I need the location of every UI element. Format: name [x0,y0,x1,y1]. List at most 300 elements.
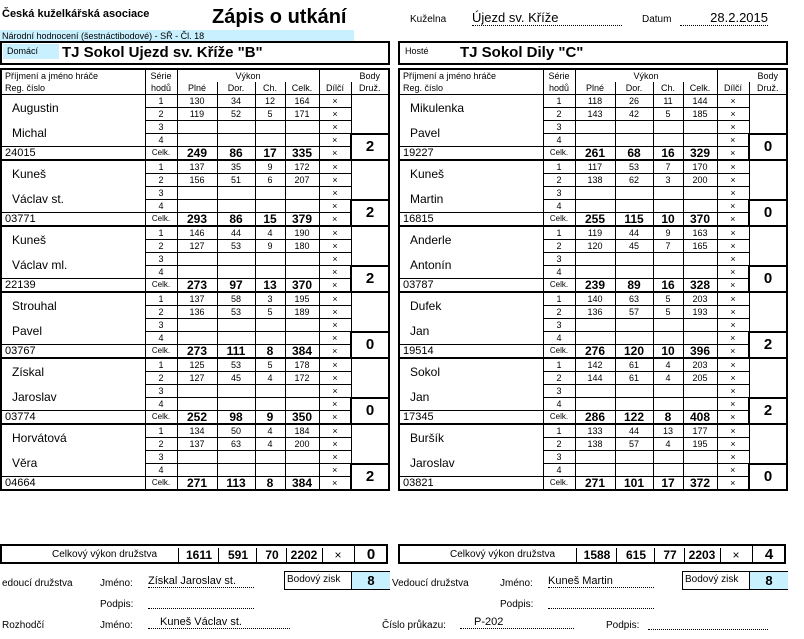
series-value[interactable]: 119 [575,226,615,240]
series-value[interactable]: 62 [615,174,653,187]
series-value[interactable] [653,121,683,134]
home-total-celk: 2202 [286,548,321,562]
dilci-mark[interactable]: × [717,266,749,279]
sum-value: 293 [177,213,217,227]
page-title: Zápis o utkání [212,6,347,28]
sum-value: 408 [683,411,717,425]
series-value[interactable]: 7 [653,240,683,253]
series-number: 4 [543,200,575,213]
series-value[interactable]: 51 [217,174,255,187]
series-value[interactable] [177,385,217,398]
series-value[interactable] [285,451,319,464]
series-value[interactable]: 45 [615,240,653,253]
series-value[interactable]: 156 [177,174,217,187]
player-surname: Dufek [399,292,543,319]
series-value[interactable] [575,187,615,200]
series-value[interactable] [255,134,285,147]
series-value[interactable] [653,187,683,200]
series-value[interactable]: 138 [575,438,615,451]
series-value[interactable]: 50 [217,424,255,438]
series-value[interactable] [177,134,217,147]
dilci-mark[interactable]: × [319,319,351,332]
table-row [399,424,787,438]
series-value[interactable] [653,319,683,332]
dilci-mark[interactable]: × [319,266,351,279]
series-value[interactable]: 57 [615,438,653,451]
dilci-mark[interactable]: × [717,147,749,161]
series-value[interactable]: 200 [683,174,717,187]
series-value[interactable]: 203 [683,292,717,306]
dilci-mark[interactable]: × [319,345,351,359]
dilci-mark[interactable]: × [717,372,749,385]
dilci-mark[interactable]: × [717,398,749,411]
dilci-mark[interactable]: × [319,213,351,227]
dilci-mark[interactable]: × [717,411,749,425]
series-value[interactable] [217,121,255,134]
series-value[interactable]: 164 [285,95,319,108]
sum-value: 286 [575,411,615,425]
series-value[interactable]: 190 [285,226,319,240]
series-value[interactable] [177,200,217,213]
series-value[interactable] [255,464,285,477]
series-value[interactable]: 127 [177,372,217,385]
series-value[interactable] [285,187,319,200]
sum-value: 255 [575,213,615,227]
series-value[interactable]: 137 [177,292,217,306]
dilci-mark[interactable]: × [319,226,351,240]
venue-field[interactable]: Újezd sv. Kříže [472,10,622,26]
series-value[interactable]: 195 [683,438,717,451]
series-value[interactable] [653,398,683,411]
dilci-mark[interactable]: × [717,292,749,306]
series-value[interactable] [285,134,319,147]
series-value[interactable] [575,121,615,134]
series-value[interactable] [575,398,615,411]
series-value[interactable] [575,134,615,147]
series-value[interactable] [177,187,217,200]
guest-leader-name-label: Jméno: [500,578,533,589]
dilci-mark[interactable]: × [319,95,351,108]
series-value[interactable]: 5 [653,108,683,121]
dilci-mark[interactable]: × [717,200,749,213]
series-value[interactable] [653,464,683,477]
series-value[interactable]: 44 [615,424,653,438]
series-value[interactable] [255,121,285,134]
series-value[interactable] [285,200,319,213]
series-value[interactable] [217,134,255,147]
series-value[interactable] [217,187,255,200]
series-value[interactable] [217,319,255,332]
series-value[interactable]: 3 [255,292,285,306]
series-value[interactable]: 44 [615,226,653,240]
dilci-mark[interactable]: × [319,424,351,438]
series-value[interactable]: 207 [285,174,319,187]
dilci-mark[interactable]: × [319,292,351,306]
series-value[interactable] [255,385,285,398]
series-value[interactable] [285,464,319,477]
series-value[interactable]: 4 [255,424,285,438]
series-value[interactable]: 133 [575,424,615,438]
guest-total-points: 4 [752,546,785,562]
date-field[interactable]: 28.2.2015 [680,10,768,26]
series-value[interactable]: 4 [653,372,683,385]
series-value[interactable]: 140 [575,292,615,306]
series-value[interactable]: 63 [615,292,653,306]
referee-sign-field[interactable] [648,617,768,630]
player-reg-number: 03787 [399,279,543,293]
series-value[interactable] [575,266,615,279]
series-value[interactable] [683,451,717,464]
dilci-mark[interactable]: × [717,279,749,293]
series-number: 4 [145,464,177,477]
series-value[interactable] [217,451,255,464]
series-value[interactable] [653,134,683,147]
series-value[interactable]: 136 [575,306,615,319]
series-value[interactable]: 12 [255,95,285,108]
series-value[interactable] [255,266,285,279]
sum-value: 261 [575,147,615,161]
series-value[interactable]: 4 [653,358,683,372]
series-value[interactable]: 52 [217,108,255,121]
series-value[interactable] [177,266,217,279]
series-value[interactable]: 142 [575,358,615,372]
series-value[interactable]: 6 [255,174,285,187]
series-value[interactable]: 165 [683,240,717,253]
series-value[interactable] [217,253,255,266]
series-value[interactable]: 53 [217,240,255,253]
series-value[interactable] [177,121,217,134]
series-value[interactable]: 3 [653,174,683,187]
referee-field[interactable]: Kuneš Václav st. [148,616,290,629]
series-value[interactable] [217,266,255,279]
series-value[interactable]: 42 [615,108,653,121]
series-number: 1 [145,292,177,306]
series-value[interactable]: 184 [285,424,319,438]
series-value[interactable] [217,398,255,411]
series-value[interactable] [615,464,653,477]
series-value[interactable] [683,398,717,411]
dilci-mark[interactable]: × [717,477,749,491]
series-value[interactable]: 4 [255,226,285,240]
series-value[interactable]: 144 [575,372,615,385]
series-number: 3 [543,187,575,200]
dilci-mark[interactable]: × [717,451,749,464]
series-value[interactable] [683,266,717,279]
dilci-mark[interactable]: × [717,108,749,121]
series-number: 4 [145,266,177,279]
home-total-row [0,544,388,564]
dilci-mark[interactable]: × [717,174,749,187]
series-value[interactable] [615,319,653,332]
series-value[interactable]: 61 [615,372,653,385]
series-value[interactable] [255,253,285,266]
series-value[interactable]: 172 [285,372,319,385]
dilci-mark[interactable]: × [717,424,749,438]
series-value[interactable]: 5 [255,108,285,121]
series-value[interactable]: 163 [683,226,717,240]
dilci-mark[interactable]: × [319,240,351,253]
series-value[interactable] [217,200,255,213]
dilci-mark[interactable]: × [717,438,749,451]
series-value[interactable] [217,385,255,398]
series-value[interactable]: 193 [683,306,717,319]
dilci-mark[interactable]: × [717,464,749,477]
series-value[interactable] [575,253,615,266]
series-value[interactable] [575,200,615,213]
series-value[interactable]: 189 [285,306,319,319]
col-player-header: Příjmení a jméno hráče [1,69,145,82]
series-value[interactable]: 35 [217,160,255,174]
dilci-mark[interactable]: × [717,358,749,372]
series-value[interactable] [285,253,319,266]
player-reg-number: 19227 [399,147,543,161]
dilci-mark[interactable]: × [717,95,749,108]
series-value[interactable] [615,121,653,134]
series-value[interactable]: 185 [683,108,717,121]
series-value[interactable] [177,451,217,464]
series-value[interactable]: 5 [653,292,683,306]
series-value[interactable] [653,253,683,266]
series-value[interactable]: 5 [255,358,285,372]
dilci-mark[interactable]: × [319,200,351,213]
series-value[interactable] [575,332,615,345]
dilci-mark[interactable]: × [717,345,749,359]
dilci-mark[interactable]: × [319,358,351,372]
dilci-mark[interactable]: × [319,187,351,200]
dilci-mark[interactable]: × [717,213,749,227]
series-value[interactable] [683,332,717,345]
series-value[interactable]: 170 [683,160,717,174]
table-row [399,451,787,464]
series-value[interactable]: 172 [285,160,319,174]
series-value[interactable]: 177 [683,424,717,438]
series-value[interactable]: 63 [217,438,255,451]
series-value[interactable]: 136 [177,306,217,319]
series-value[interactable] [615,134,653,147]
series-value[interactable]: 44 [217,226,255,240]
dilci-mark[interactable]: × [717,385,749,398]
series-value[interactable] [683,319,717,332]
dilci-mark[interactable]: × [319,134,351,147]
dilci-mark[interactable]: × [717,253,749,266]
series-value[interactable] [255,200,285,213]
series-value[interactable]: 137 [177,438,217,451]
series-value[interactable]: 118 [575,95,615,108]
series-value[interactable] [177,332,217,345]
series-value[interactable] [177,253,217,266]
series-value[interactable]: 11 [653,95,683,108]
series-value[interactable]: 125 [177,358,217,372]
player-reg-number: 24015 [1,147,145,161]
team-points: 0 [351,398,389,425]
series-value[interactable]: 134 [177,424,217,438]
series-value[interactable]: 180 [285,240,319,253]
series-value[interactable]: 26 [615,95,653,108]
dilci-mark[interactable]: × [717,332,749,345]
home-leader-field[interactable]: Získal Jaroslav st. [148,575,254,588]
home-sign-field[interactable] [148,596,254,609]
series-value[interactable] [615,398,653,411]
series-value[interactable]: 5 [255,306,285,319]
series-value[interactable] [255,451,285,464]
table-row [399,358,787,372]
table-row [1,147,389,161]
series-value[interactable] [285,266,319,279]
sum-label: Celk. [543,147,575,161]
series-value[interactable]: 203 [683,358,717,372]
series-value[interactable]: 205 [683,372,717,385]
dilci-mark[interactable]: × [319,398,351,411]
guest-leader-field[interactable]: Kuneš Martin [548,575,654,588]
series-value[interactable] [177,319,217,332]
dilci-mark[interactable]: × [319,385,351,398]
series-value[interactable] [653,451,683,464]
sum-value: 17 [653,477,683,491]
series-value[interactable] [615,187,653,200]
series-value[interactable] [285,398,319,411]
series-value[interactable] [683,464,717,477]
series-value[interactable]: 143 [575,108,615,121]
dilci-mark[interactable]: × [319,464,351,477]
series-value[interactable]: 144 [683,95,717,108]
dilci-mark[interactable]: × [717,187,749,200]
series-value[interactable] [653,200,683,213]
series-value[interactable] [255,398,285,411]
series-value[interactable]: 13 [653,424,683,438]
dilci-mark[interactable]: × [319,451,351,464]
series-value[interactable]: 53 [615,160,653,174]
table-row [399,411,787,425]
series-value[interactable] [615,266,653,279]
series-value[interactable] [615,200,653,213]
dilci-mark[interactable]: × [319,411,351,425]
dilci-mark[interactable]: × [319,372,351,385]
team-points: 2 [351,464,389,491]
series-value[interactable]: 146 [177,226,217,240]
col-series-header: Série [145,69,177,82]
series-value[interactable]: 127 [177,240,217,253]
guest-sign-field[interactable] [548,596,654,609]
series-value[interactable]: 120 [575,240,615,253]
series-value[interactable]: 58 [217,292,255,306]
series-value[interactable]: 9 [255,240,285,253]
dilci-mark[interactable]: × [319,253,351,266]
series-value[interactable]: 138 [575,174,615,187]
dilci-mark[interactable]: × [717,240,749,253]
sum-value: 101 [615,477,653,491]
dilci-mark[interactable]: × [717,306,749,319]
series-value[interactable]: 4 [255,372,285,385]
series-value[interactable] [177,398,217,411]
license-field[interactable]: P-202 [460,616,574,629]
dilci-mark[interactable]: × [717,319,749,332]
series-value[interactable]: 9 [653,226,683,240]
series-value[interactable]: 130 [177,95,217,108]
series-value[interactable] [615,451,653,464]
series-value[interactable] [217,464,255,477]
series-value[interactable]: 61 [615,358,653,372]
dilci-mark[interactable]: × [319,160,351,174]
series-value[interactable] [683,385,717,398]
dilci-mark[interactable]: × [319,147,351,161]
dilci-mark[interactable]: × [717,226,749,240]
dilci-mark[interactable]: × [319,306,351,319]
dilci-mark[interactable]: × [717,121,749,134]
dilci-mark[interactable]: × [319,108,351,121]
series-value[interactable] [255,319,285,332]
sum-label: Celk. [145,147,177,161]
sum-value: 329 [683,147,717,161]
series-value[interactable] [575,451,615,464]
series-value[interactable] [575,319,615,332]
table-row [399,253,787,266]
dilci-mark[interactable]: × [717,134,749,147]
dilci-mark[interactable]: × [319,174,351,187]
series-value[interactable]: 200 [285,438,319,451]
series-value[interactable]: 117 [575,160,615,174]
series-value[interactable]: 171 [285,108,319,121]
sum-label: Celk. [145,213,177,227]
series-value[interactable]: 34 [217,95,255,108]
series-value[interactable]: 9 [255,160,285,174]
dilci-mark[interactable]: × [319,438,351,451]
series-value[interactable]: 57 [615,306,653,319]
series-value[interactable] [615,385,653,398]
series-value[interactable] [653,385,683,398]
series-value[interactable] [285,332,319,345]
series-value[interactable]: 178 [285,358,319,372]
series-value[interactable] [217,332,255,345]
series-value[interactable] [575,464,615,477]
series-value[interactable]: 7 [653,160,683,174]
series-value[interactable]: 195 [285,292,319,306]
series-value[interactable] [683,134,717,147]
series-value[interactable] [255,187,285,200]
series-value[interactable]: 53 [217,358,255,372]
series-value[interactable]: 4 [653,438,683,451]
dilci-mark[interactable]: × [319,279,351,293]
series-value[interactable] [683,200,717,213]
dilci-mark[interactable]: × [319,121,351,134]
col-ch: Ch. [255,82,285,95]
series-value[interactable]: 5 [653,306,683,319]
series-value[interactable] [285,319,319,332]
series-value[interactable]: 53 [217,306,255,319]
series-value[interactable]: 137 [177,160,217,174]
series-value[interactable] [285,385,319,398]
series-value[interactable]: 4 [255,438,285,451]
series-value[interactable] [575,385,615,398]
dilci-mark[interactable]: × [717,160,749,174]
dilci-mark[interactable]: × [319,332,351,345]
series-value[interactable] [615,332,653,345]
series-value[interactable]: 119 [177,108,217,121]
series-value[interactable] [255,332,285,345]
series-value[interactable] [683,253,717,266]
player-firstname: Václav st. [1,187,145,213]
series-value[interactable] [653,266,683,279]
series-value[interactable] [683,187,717,200]
series-value[interactable]: 45 [217,372,255,385]
series-value[interactable] [177,464,217,477]
series-value[interactable] [653,332,683,345]
series-value[interactable] [615,253,653,266]
series-value[interactable] [285,121,319,134]
dilci-mark[interactable]: × [319,477,351,491]
sum-label: Celk. [543,213,575,227]
series-value[interactable] [683,121,717,134]
team-points: 2 [351,134,389,161]
